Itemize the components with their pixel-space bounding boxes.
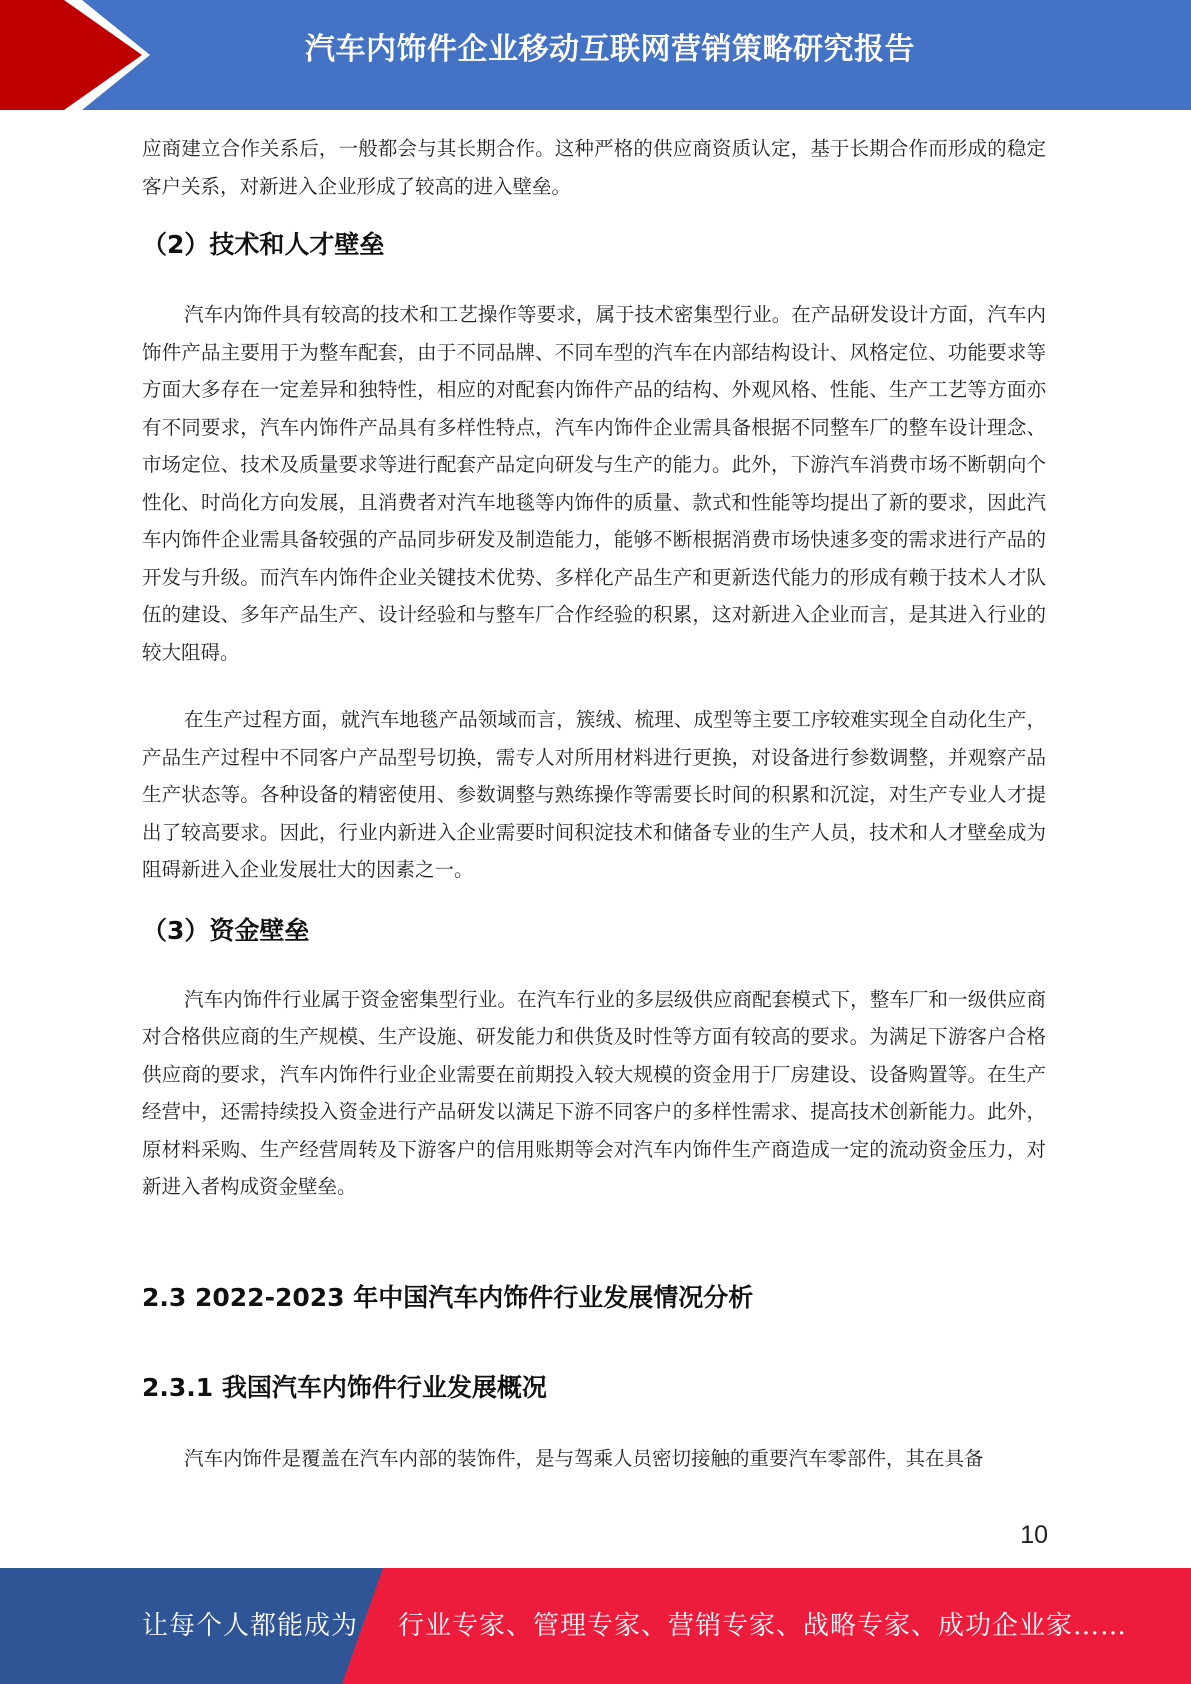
heading-section-2-3: 2.3 2022-2023 年中国汽车内饰件行业发展情况分析 — [142, 1282, 754, 1312]
page-content — [142, 130, 1046, 1477]
paragraph-capital-barrier: 汽车内饰件行业属于资金密集型行业。在汽车行业的多层级供应商配套模式下，整车厂和一级供应商对合格供应商的生产规模、生产设施、研发能力和供货及时性等方面有较高的要求。为满足下游客户合格供应商的要求，汽车内饰件行业企业需要在前期投入较大规模的资金用于厂房建设、设备购置等。在生产经营中，还需持续投入资金进行产品研发以满足下游不同客户的多样性需求、提高技术创新能力。此外，原材料采购、生产经营周转及下游客户的信用账期等会对汽车内饰件生产商造成一定的流动资金压力，对新进入者构成资金壁垒。 — [142, 987, 1046, 1198]
page-number: 10 — [1020, 1521, 1048, 1549]
heading-section-2-3-1: 2.3.1 我国汽车内饰件行业发展概况 — [142, 1372, 547, 1402]
footer-band — [0, 1568, 1191, 1684]
paragraph-tech-barrier-2: 在生产过程方面，就汽车地毯产品领域而言，簇绒、梳理、成型等主要工序较难实现全自动化生产，产品生产过程中不同客户产品型号切换，需专人对所用材料进行更换，对设备进行参数调整，并观察产品生产状态等。各种设备的精密使用、参数调整与熟练操作等需要长时间的积累和沉淀，对生产专业人才提出了较高要求。因此，行业内新进入企业需要时间积淀技术和储备专业的生产人员，技术和人才壁垒成为阻碍新进入企业发展壮大的因素之一。 — [142, 708, 1046, 881]
footer-slogan-right: 行业专家、管理专家、营销专家、战略专家、成功企业家…… — [398, 1611, 1128, 1641]
paragraph-intro: 应商建立合作关系后，一般都会与其长期合作。这种严格的供应商资质认定，基于长期合作而形成的稳定客户关系，对新进入企业形成了较高的进入壁垒。 — [142, 137, 1046, 198]
heading-capital-barrier: （3）资金壁垒 — [142, 915, 310, 945]
report-title: 汽车内饰件企业移动互联网营销策略研究报告 — [305, 32, 915, 67]
footer-slogan-left: 让每个人都能成为 — [142, 1611, 359, 1641]
paragraph-overview: 汽车内饰件是覆盖在汽车内部的装饰件，是与驾乘人员密切接触的重要汽车零部件，其在具备 — [184, 1446, 984, 1470]
header-band — [0, 0, 1191, 110]
heading-tech-talent-barrier: （2）技术和人才壁垒 — [142, 230, 385, 259]
header-chevron-red-decoration — [0, 0, 145, 110]
paragraph-tech-barrier-1: 汽车内饰件具有较高的技术和工艺操作等要求，属于技术密集型行业。在产品研发设计方面，汽车内饰件产品主要用于为整车配套，由于不同品牌、不同车型的汽车在内部结构设计、风格定位、功能要求等方面大多存在一定差异和独特性，相应的对配套内饰件产品的结构、外观风格、性能、生产工艺等方面亦有不同要求，汽车内饰件产品具有多样性特点，汽车内饰件企业需具备根据不同整车厂的整车设计理念、市场定位、技术及质量要求等进行配套产品定向研发与生产的能力。此外，下游汽车消费市场不断朝向个性化、时尚化方向发展，且消费者对汽车地毯等内饰件的质量、款式和性能等均提出了新的要求，因此汽车内饰件企业需具备较强的产品同步研发及制造能力，能够不断根据消费市场快速多变的需求进行产品的开发与升级。而汽车内饰件企业关键技术优势、多样化产品生产和更新迭代能力的形成有赖于技术人才队伍的建设、多年产品生产、设计经验和与整车厂合作经验的积累，这对新进入企业而言，是其进入行业的较大阻碍。 — [142, 303, 1046, 664]
